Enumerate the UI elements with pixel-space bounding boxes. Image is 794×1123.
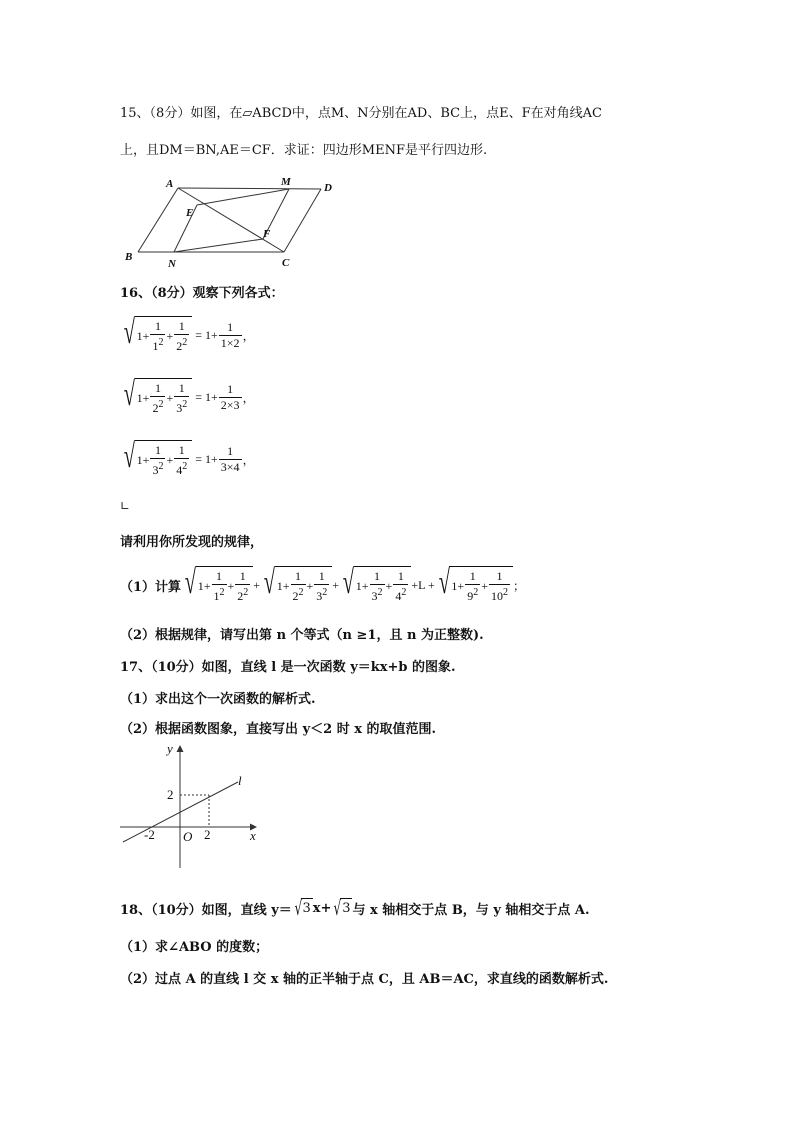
segment-FN [174, 239, 263, 252]
label-N: N [168, 258, 176, 270]
label-C: C [282, 257, 290, 269]
side-AD [178, 188, 321, 189]
q17-part1: （1）求出这个一次函数的解析式. [120, 692, 316, 707]
label-D: D [324, 182, 332, 194]
label-E: E [186, 207, 194, 219]
y-axis-label: y [167, 741, 173, 756]
q16-intro: 请利用你所发现的规律， [120, 535, 264, 550]
label-M: M [281, 176, 291, 188]
side-DC [284, 189, 321, 252]
q15-line2: 上，且DM＝BN,AE＝CF．求证：四边形MENF是平行四边形. [120, 143, 488, 158]
x-axis-label: x [250, 828, 256, 843]
q17-part2: （2）根据函数图象，直接写出 y＜2 时 x 的取值范围. [120, 722, 437, 737]
x-tick-neg2: -2 [144, 827, 155, 842]
q18-part1: （1）求∠ABO 的度数； [120, 940, 269, 955]
q16-formula-1: √ 1+ 1 $1^2$ + 1 $2^2$ = 1+ 1 1×2 ， [123, 314, 255, 353]
q16-ellipsis: ∟ [120, 499, 131, 513]
q15-line1: 15、（8分）如图，在▱ABCD中，点M、N分别在AD、BC上，点E、F在对角线AC [120, 106, 602, 121]
q16-formula-3: √ 1+ 1 $3^2$ + 1 $4^2$ = 1+ 1 3×4 ， [123, 438, 255, 477]
line-label-l: l [238, 773, 242, 788]
parallelogram-figure [118, 172, 343, 272]
q17-heading: 17、（10分）如图，直线 l 是一次函数 y＝kx+b 的图象. [120, 660, 456, 675]
q16-formula-2: √ 1+ 1 $2^2$ + 1 $3^2$ = 1+ 1 2×3 ， [123, 376, 255, 415]
linear-function-graph [118, 740, 263, 875]
q18-part2: （2）过点 A 的直线 l 交 x 轴的正半轴于点 C，且 AB＝AC，求直线的函数解析式. [120, 972, 609, 987]
q16-part1: （1）计算 √ 1+ 1 $1^2$ + 1 $2^2$ + √ 1+ 1 $2^2$ + 1 $3^2$ + √ 1+ 1 $3^2$ + 1 $4^2$ +L + √ 1+ 1 $9^2$ + 1 $10^2$ ； [120, 564, 525, 603]
origin-label: O [183, 829, 193, 844]
label-A: A [166, 178, 174, 190]
x-tick-2: 2 [204, 827, 211, 842]
segment-EM [197, 189, 289, 205]
side-AB [138, 188, 178, 252]
q16-heading: 16、（8分）观察下列各式： [120, 286, 284, 301]
y-tick-2: 2 [167, 787, 174, 802]
q16-part2: （2）根据规律，请写出第 n 个等式（n ≥1，且 n 为正整数). [120, 628, 484, 643]
q18-heading: 18、（10分）如图，直线 y＝ √ 3 x+ √ 3 与 x 轴相交于点 B，与 y 轴相交于点 A. [120, 896, 590, 920]
label-F: F [263, 228, 271, 240]
diagonal-AC [178, 188, 284, 252]
label-B: B [125, 251, 133, 263]
